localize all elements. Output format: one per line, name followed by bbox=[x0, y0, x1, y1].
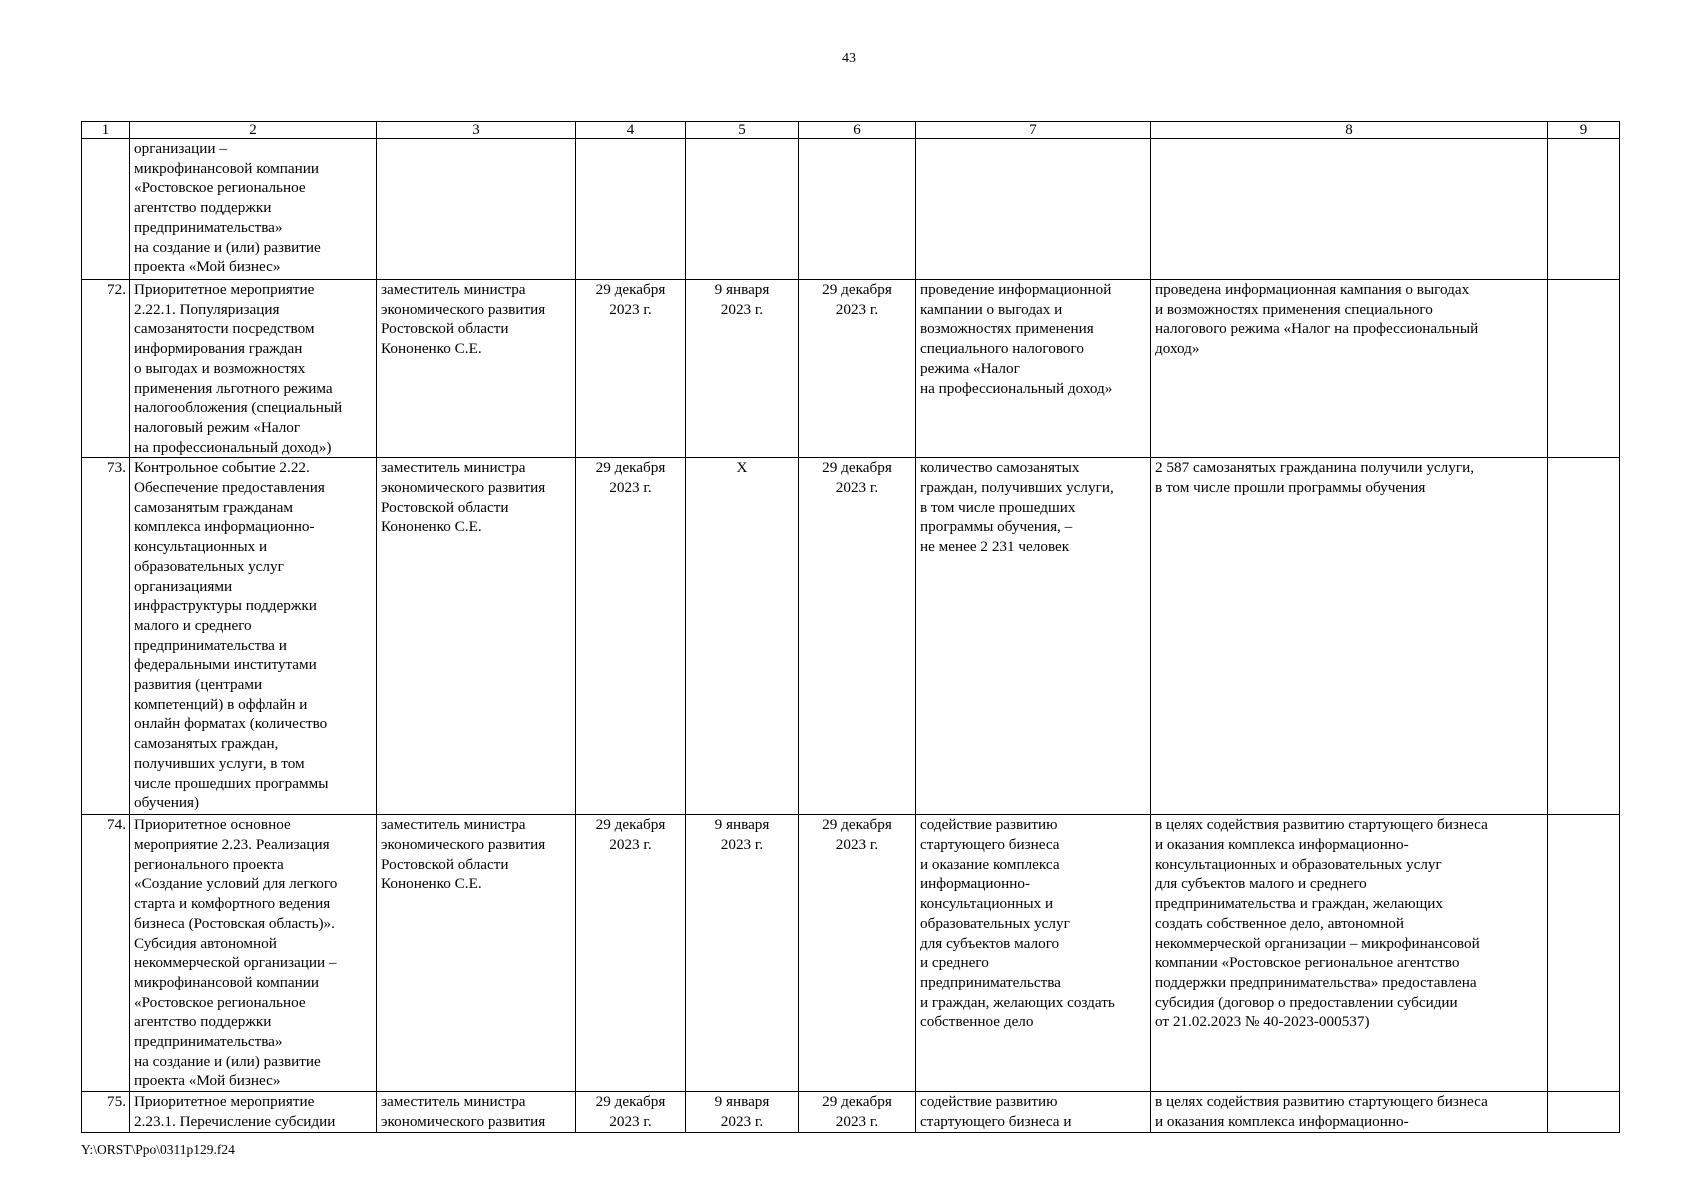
page-number: 43 bbox=[842, 51, 856, 66]
table-row bbox=[82, 458, 1620, 815]
actual-end-cell: 29 декабря 2023 г. bbox=[799, 815, 916, 1092]
responsible-cell: заместитель министра экономического развития Ростовской области Кононенко С.Е. bbox=[377, 815, 576, 1092]
actual-end-cell: 29 декабря 2023 г. bbox=[799, 458, 916, 815]
actual-end-cell: 29 декабря 2023 г. bbox=[799, 280, 916, 458]
actual-start-cell bbox=[686, 139, 799, 280]
actual-result-cell: проведена информационная кампания о выгодах и возможностях применения специального налогового режима «Налог на профессиональный доход» bbox=[1151, 280, 1548, 458]
planned-date-cell: 29 декабря 2023 г. bbox=[576, 1092, 686, 1132]
planned-date-cell: 29 декабря 2023 г. bbox=[576, 280, 686, 458]
responsible-cell bbox=[377, 139, 576, 280]
planned-result-cell: содействие развитию стартующего бизнеса и оказание комплекса информационно- консультационных и образовательных услуг для субъектов малого и среднего предпринимательства и граждан, желающих создать собственное дело bbox=[916, 815, 1151, 1092]
column-header: 1 bbox=[82, 122, 130, 139]
planned-result-cell bbox=[916, 139, 1151, 280]
planned-date-cell: 29 декабря 2023 г. bbox=[576, 458, 686, 815]
column-header: 5 bbox=[686, 122, 799, 139]
planned-date-cell bbox=[576, 139, 686, 280]
column-header: 9 bbox=[1548, 122, 1620, 139]
table-row bbox=[82, 280, 1620, 458]
actual-result-cell: 2 587 самозанятых гражданина получили услуги, в том числе прошли программы обучения bbox=[1151, 458, 1548, 815]
event-name-cell: Приоритетное основное мероприятие 2.23. Реализация регионального проекта «Создание условий для легкого старта и комфортного ведения бизнеса (Ростовская область)». Субсидия автономной некоммерческой организации – микрофинансовой компании «Ростовское региональное агентство поддержки предпринимательства» на создание и (или) развитие проекта «Мой бизнес» bbox=[130, 815, 377, 1092]
row-number: 74. bbox=[82, 815, 130, 1092]
actual-start-cell: 9 января 2023 г. bbox=[686, 815, 799, 1092]
planned-result-cell: содействие развитию стартующего бизнеса и bbox=[916, 1092, 1151, 1132]
table-row bbox=[82, 1092, 1620, 1132]
actual-end-cell: 29 декабря 2023 г. bbox=[799, 1092, 916, 1132]
row-number: 73. bbox=[82, 458, 130, 815]
note-cell bbox=[1548, 815, 1620, 1092]
note-cell bbox=[1548, 458, 1620, 815]
event-name-cell: организации – микрофинансовой компании «Ростовское региональное агентство поддержки предпринимательства» на создание и (или) развитие проекта «Мой бизнес» bbox=[130, 139, 377, 280]
event-name-cell: Приоритетное мероприятие 2.23.1. Перечисление субсидии bbox=[130, 1092, 377, 1132]
responsible-cell: заместитель министра экономического развития Ростовской области Кононенко С.Е. bbox=[377, 280, 576, 458]
planned-result-cell: проведение информационной кампании о выгодах и возможностях применения специального налогового режима «Налог на профессиональный доход» bbox=[916, 280, 1151, 458]
row-number bbox=[82, 139, 130, 280]
planned-result-cell: количество самозанятых граждан, получивших услуги, в том числе прошедших программы обучения, – не менее 2 231 человек bbox=[916, 458, 1151, 815]
actual-end-cell bbox=[799, 139, 916, 280]
actual-result-cell bbox=[1151, 139, 1548, 280]
file-path-footer: Y:\ORST\Ppo\0311p129.f24 bbox=[81, 1142, 235, 1157]
event-name-cell: Приоритетное мероприятие 2.22.1. Популяризация самозанятости посредством информирования граждан о выгодах и возможностях применения льготного режима налогообложения (специальный налоговый режим «Налог на профессиональный доход») bbox=[130, 280, 377, 458]
column-header: 2 bbox=[130, 122, 377, 139]
note-cell bbox=[1548, 1092, 1620, 1132]
table-row bbox=[82, 815, 1620, 1092]
column-header: 8 bbox=[1151, 122, 1548, 139]
report-table bbox=[81, 121, 1620, 1133]
event-name-cell: Контрольное событие 2.22. Обеспечение предоставления самозанятым гражданам комплекса информационно- консультационных и образовательных услуг организациями инфраструктуры поддержки малого и среднего предпринимательства и федеральными институтами развития (центрами компетенций) в оффлайн и онлайн форматах (количество самозанятых граждан, получивших услуги, в том числе прошедших программы обучения) bbox=[130, 458, 377, 815]
column-header: 7 bbox=[916, 122, 1151, 139]
actual-start-cell: X bbox=[686, 458, 799, 815]
column-header: 6 bbox=[799, 122, 916, 139]
actual-start-cell: 9 января 2023 г. bbox=[686, 1092, 799, 1132]
note-cell bbox=[1548, 280, 1620, 458]
column-header: 3 bbox=[377, 122, 576, 139]
actual-result-cell: в целях содействия развитию стартующего бизнеса и оказания комплекса информационно- консультационных и образовательных услуг для субъектов малого и среднего предпринимательства и граждан, желающих создать собственное дело, автономной некоммерческой организации – микрофинансовой компании «Ростовское региональное агентство поддержки предпринимательства» предоставлена субсидия (договор о предоставлении субсидии от 21.02.2023 № 40-2023-000537) bbox=[1151, 815, 1548, 1092]
actual-start-cell: 9 января 2023 г. bbox=[686, 280, 799, 458]
note-cell bbox=[1548, 139, 1620, 280]
responsible-cell: заместитель министра экономического развития Ростовской области Кононенко С.Е. bbox=[377, 458, 576, 815]
column-header: 4 bbox=[576, 122, 686, 139]
table-row bbox=[82, 139, 1620, 280]
row-number: 72. bbox=[82, 280, 130, 458]
row-number: 75. bbox=[82, 1092, 130, 1132]
actual-result-cell: в целях содействия развитию стартующего бизнеса и оказания комплекса информационно- bbox=[1151, 1092, 1548, 1132]
planned-date-cell: 29 декабря 2023 г. bbox=[576, 815, 686, 1092]
responsible-cell: заместитель министра экономического развития bbox=[377, 1092, 576, 1132]
table-header-row bbox=[82, 122, 1620, 139]
